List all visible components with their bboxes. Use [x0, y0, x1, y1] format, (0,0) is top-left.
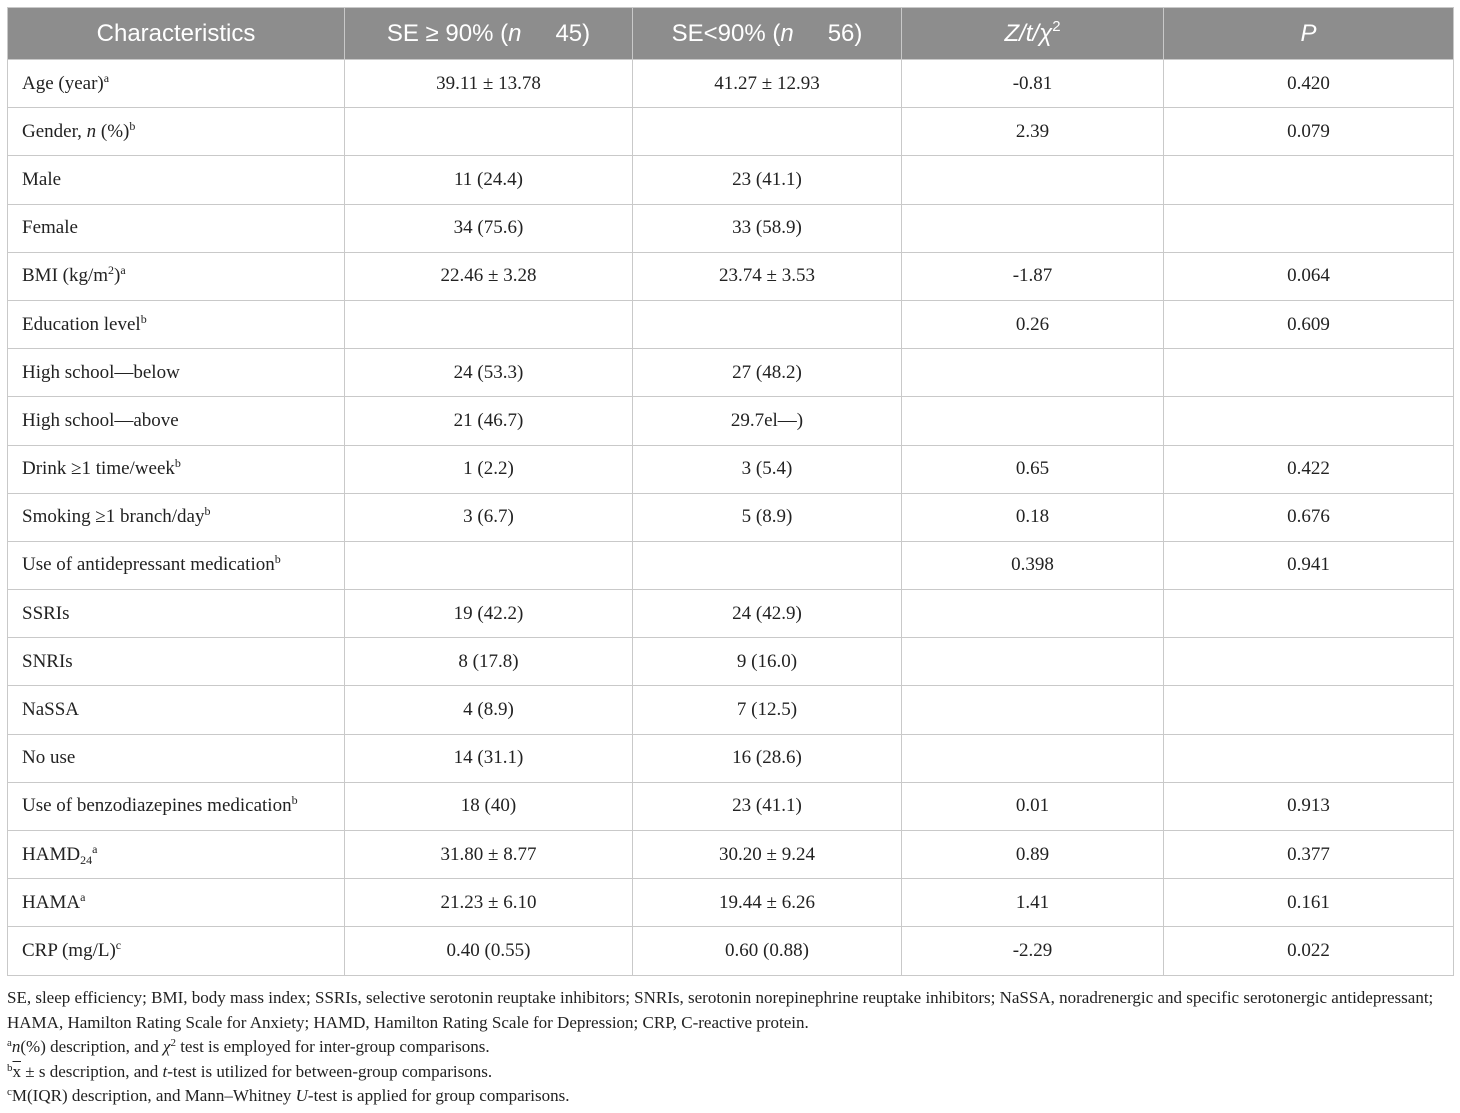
footnote-b-xbar: $\overline{x}$ — [12, 1061, 21, 1081]
cell-characteristic — [8, 349, 345, 397]
table-row — [8, 493, 1454, 541]
row-label: NaSSA — [22, 699, 80, 721]
cell-se-low: 23 (41.1) — [633, 156, 902, 204]
table-row — [8, 300, 1454, 348]
header-se-low-n: n — [780, 19, 794, 47]
cell-characteristic — [8, 300, 345, 348]
header-stat-text: Z/t/χ — [1004, 19, 1053, 47]
footnote-a-chi-sup: 2 — [170, 1037, 176, 1049]
row-footnote-mark: a — [103, 70, 110, 85]
cell-se-high: 39.11 ± 13.78 — [345, 60, 633, 108]
table-row — [8, 60, 1454, 108]
cell-se-low: 5 (8.9) — [633, 493, 902, 541]
cell-se-low — [633, 300, 902, 348]
row-footnote-mark: b — [140, 311, 147, 326]
cell-p-value: 0.913 — [1164, 782, 1454, 830]
table-row — [8, 879, 1454, 927]
cell-se-low — [633, 108, 902, 156]
cell-statistic: 0.18 — [902, 493, 1164, 541]
footnote-a — [7, 1035, 1453, 1060]
row-label: Smoking ≥1 branch/day — [22, 506, 205, 528]
footnote-a-text1: (%) description, and — [20, 1037, 163, 1056]
table-row — [8, 541, 1454, 589]
cell-characteristic — [8, 782, 345, 830]
cell-se-high: 22.46 ± 3.28 — [345, 252, 633, 300]
header-p: P — [1164, 8, 1454, 60]
cell-statistic — [902, 734, 1164, 782]
row-label: Drink ≥1 time/week — [22, 458, 175, 480]
row-footnote-mark: a — [120, 263, 126, 278]
cell-se-low: 19.44 ± 6.26 — [633, 879, 902, 927]
cell-se-low: 16 (28.6) — [633, 734, 902, 782]
characteristics-table — [7, 7, 1454, 976]
cell-characteristic — [8, 927, 345, 975]
cell-statistic: 0.398 — [902, 541, 1164, 589]
cell-p-value — [1164, 590, 1454, 638]
cell-characteristic — [8, 60, 345, 108]
footnote-a-mark: a — [7, 1037, 12, 1049]
row-label-italic: n — [86, 120, 97, 142]
row-label: SNRIs — [22, 650, 73, 672]
cell-se-low: 0.60 (0.88) — [633, 927, 902, 975]
cell-se-high: 4 (8.9) — [345, 686, 633, 734]
cell-characteristic — [8, 734, 345, 782]
header-row — [8, 8, 1454, 60]
cell-se-high: 31.80 ± 8.77 — [345, 831, 633, 879]
cell-p-value: 0.609 — [1164, 300, 1454, 348]
row-label-sup-inner: 2 — [108, 263, 115, 278]
footnote-c-text1: M(IQR) description, and Mann–Whitney — [11, 1086, 296, 1105]
cell-statistic: -0.81 — [902, 60, 1164, 108]
row-label: CRP (mg/L) — [22, 939, 116, 961]
footnote-a-chi: χ — [162, 1037, 171, 1056]
table-row — [8, 397, 1454, 445]
header-se-low-prefix: SE<90% ( — [671, 19, 781, 47]
cell-se-high — [345, 300, 633, 348]
footnote-b — [7, 1060, 1453, 1085]
row-label: High school—above — [22, 409, 179, 431]
cell-statistic: 0.89 — [902, 831, 1164, 879]
cell-se-low: 9 (16.0) — [633, 638, 902, 686]
row-footnote-mark: b — [291, 793, 298, 808]
row-footnote-mark: b — [129, 118, 136, 133]
footnote-a-text2: test is employed for inter-group comparisons. — [175, 1037, 490, 1056]
cell-characteristic — [8, 831, 345, 879]
table-row — [8, 831, 1454, 879]
cell-characteristic — [8, 445, 345, 493]
table-row — [8, 782, 1454, 830]
cell-characteristic — [8, 493, 345, 541]
cell-statistic: 0.01 — [902, 782, 1164, 830]
row-footnote-mark: b — [174, 456, 181, 471]
table-body — [8, 60, 1454, 976]
footnote-b-mark: b — [7, 1061, 13, 1074]
cell-se-low: 33 (58.9) — [633, 204, 902, 252]
table-row — [8, 686, 1454, 734]
cell-p-value: 0.377 — [1164, 831, 1454, 879]
footnote-c — [7, 1084, 1453, 1109]
footnotes — [7, 986, 1453, 1109]
cell-characteristic — [8, 686, 345, 734]
row-label: Use of antidepressant medication — [22, 554, 275, 576]
header-stat-sup: 2 — [1052, 17, 1061, 35]
table-row — [8, 927, 1454, 975]
footnote-a-italic: n — [11, 1037, 21, 1056]
header-se-low-count: 56) — [827, 19, 863, 47]
cell-characteristic — [8, 879, 345, 927]
row-label-rest: (%) — [96, 120, 130, 142]
header-stat — [902, 8, 1164, 60]
row-footnote-mark: b — [274, 552, 281, 567]
cell-p-value — [1164, 349, 1454, 397]
footnote-c-text2: -test is applied for group comparisons. — [307, 1086, 570, 1105]
cell-p-value: 0.079 — [1164, 108, 1454, 156]
cell-p-value: 0.161 — [1164, 879, 1454, 927]
cell-se-high — [345, 108, 633, 156]
cell-statistic — [902, 686, 1164, 734]
row-label: No use — [22, 747, 76, 769]
cell-characteristic — [8, 541, 345, 589]
row-footnote-mark: c — [115, 937, 122, 952]
cell-statistic: -1.87 — [902, 252, 1164, 300]
cell-se-low: 23.74 ± 3.53 — [633, 252, 902, 300]
cell-p-value — [1164, 734, 1454, 782]
table-row — [8, 638, 1454, 686]
row-label: BMI (kg/m — [22, 265, 109, 287]
cell-se-low: 24 (42.9) — [633, 590, 902, 638]
cell-se-low: 41.27 ± 12.93 — [633, 60, 902, 108]
cell-p-value — [1164, 686, 1454, 734]
cell-statistic: 2.39 — [902, 108, 1164, 156]
header-characteristics: Characteristics — [8, 8, 345, 60]
row-label-rest: ) — [114, 265, 121, 287]
cell-se-low: 3 (5.4) — [633, 445, 902, 493]
row-label: Gender, — [22, 120, 87, 142]
table-row — [8, 156, 1454, 204]
cell-se-low: 30.20 ± 9.24 — [633, 831, 902, 879]
cell-se-low — [633, 541, 902, 589]
table-row — [8, 734, 1454, 782]
cell-statistic — [902, 156, 1164, 204]
cell-characteristic — [8, 108, 345, 156]
cell-p-value — [1164, 397, 1454, 445]
cell-characteristic — [8, 252, 345, 300]
cell-characteristic — [8, 397, 345, 445]
cell-statistic — [902, 204, 1164, 252]
footnote-b-italic: t — [162, 1061, 168, 1081]
cell-statistic — [902, 590, 1164, 638]
row-footnote-mark: a — [92, 841, 98, 856]
cell-characteristic — [8, 204, 345, 252]
cell-se-high: 34 (75.6) — [345, 204, 633, 252]
cell-statistic — [902, 638, 1164, 686]
footnote-abbreviations: SE, sleep efficiency; BMI, body mass index; SSRIs, selective serotonin reuptake inhibitors; SNRIs, serotonin norepinephrine reuptake inhibitors; NaSSA, noradrenergic and specific serotonergic antidepressant; HAMA, Hamilton Rating Scale for Anxiety; HAMD, Hamilton Rating Scale for Depression; CRP, C-reactive protein. — [7, 988, 1434, 1032]
table-row — [8, 108, 1454, 156]
cell-se-high: 21.23 ± 6.10 — [345, 879, 633, 927]
cell-statistic: 1.41 — [902, 879, 1164, 927]
row-label: SSRIs — [22, 602, 70, 624]
cell-se-low: 7 (12.5) — [633, 686, 902, 734]
cell-statistic: -2.29 — [902, 927, 1164, 975]
header-se-high — [345, 8, 633, 60]
row-label: Female — [22, 217, 78, 239]
cell-p-value: 0.941 — [1164, 541, 1454, 589]
cell-se-high: 24 (53.3) — [345, 349, 633, 397]
cell-statistic: 0.26 — [902, 300, 1164, 348]
row-footnote-mark: b — [204, 504, 211, 519]
header-se-high-count: 45) — [555, 19, 591, 47]
footnote-c-italic: U — [295, 1086, 308, 1105]
cell-se-low: 27 (48.2) — [633, 349, 902, 397]
cell-p-value: 0.064 — [1164, 252, 1454, 300]
table-row — [8, 252, 1454, 300]
cell-characteristic — [8, 156, 345, 204]
footnote-c-mark: c — [7, 1086, 12, 1098]
cell-p-value: 0.420 — [1164, 60, 1454, 108]
row-label: HAMA — [22, 891, 81, 913]
table-container — [7, 7, 1453, 976]
cell-characteristic — [8, 638, 345, 686]
row-label: HAMD — [22, 843, 81, 865]
row-label: High school—below — [22, 361, 180, 383]
header-se-high-prefix: SE ≥ 90% ( — [386, 19, 509, 47]
cell-p-value: 0.022 — [1164, 927, 1454, 975]
table-row — [8, 445, 1454, 493]
footnote-b-text1: ± s description, and — [21, 1061, 163, 1081]
cell-p-value — [1164, 204, 1454, 252]
cell-characteristic — [8, 590, 345, 638]
cell-p-value — [1164, 638, 1454, 686]
row-label: Age (year) — [22, 72, 104, 94]
cell-se-high: 11 (24.4) — [345, 156, 633, 204]
cell-p-value: 0.422 — [1164, 445, 1454, 493]
footnote-b-text2: -test is utilized for between-group comparisons. — [167, 1061, 493, 1081]
cell-statistic — [902, 397, 1164, 445]
row-footnote-mark: a — [80, 889, 86, 904]
cell-se-high: 0.40 (0.55) — [345, 927, 633, 975]
cell-se-high — [345, 541, 633, 589]
cell-se-low: 23 (41.1) — [633, 782, 902, 830]
cell-statistic — [902, 349, 1164, 397]
row-label-sub: 24 — [80, 852, 93, 867]
row-label: Use of benzodiazepines medication — [22, 795, 292, 817]
row-label: Male — [22, 168, 62, 190]
table-row — [8, 204, 1454, 252]
cell-se-high: 21 (46.7) — [345, 397, 633, 445]
table-row — [8, 590, 1454, 638]
header-se-high-n: n — [508, 19, 522, 47]
cell-se-high: 18 (40) — [345, 782, 633, 830]
cell-se-high: 8 (17.8) — [345, 638, 633, 686]
cell-se-low: 29.7el—) — [633, 397, 902, 445]
cell-se-high: 3 (6.7) — [345, 493, 633, 541]
cell-se-high: 19 (42.2) — [345, 590, 633, 638]
cell-statistic: 0.65 — [902, 445, 1164, 493]
cell-p-value — [1164, 156, 1454, 204]
table-row — [8, 349, 1454, 397]
row-label: Education level — [22, 313, 141, 335]
cell-p-value: 0.676 — [1164, 493, 1454, 541]
cell-se-high: 14 (31.1) — [345, 734, 633, 782]
cell-se-high: 1 (2.2) — [345, 445, 633, 493]
header-se-low — [633, 8, 902, 60]
